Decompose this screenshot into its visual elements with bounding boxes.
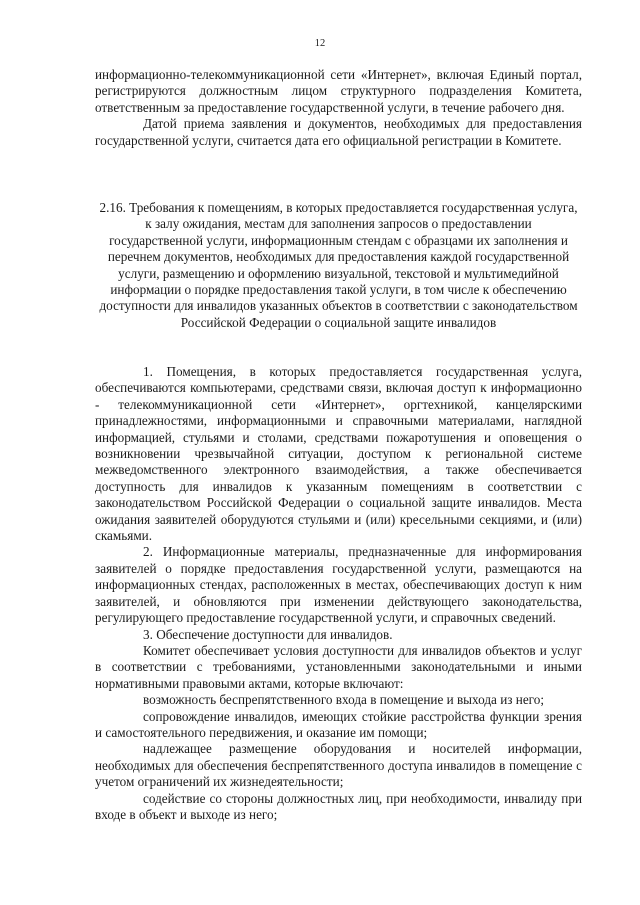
page-number: 12 [314, 38, 326, 49]
intro-paragraph: информационно-телекоммуникационной сети «Интернет», включая Единый портал, регистрируются должностным лицом структурного подразделения Комитета, ответственным за предоставление государственной услуги, в течение рабочего дня. [95, 67, 582, 115]
list-paragraph: содействие со стороны должностных лиц, при необходимости, инвалиду при входе в объект и выходе из него; [95, 790, 582, 822]
body-paragraph: 1. Помещения, в которых предоставляется государственная услуга, обеспечиваются компьютерами, средствами связи, включая доступ к информационно - телекоммуникационной сети «Интернет», оргтехникой, канцелярскими принадлежностями, информационными и справочными материалами, наглядной информацией, стульями и столами, средствами пожаротушения и оповещения о возникновении чрезвычайной ситуации, доступом к региональной системе межведомственного электронного взаимодействия, а также обеспечивается доступность для инвалидов к указанным помещениям в соответствии с законодательством Российской Федерации о социальной защите инвалидов. Места ожидания заявителей оборудуются стульями и (или) кресельными секциями, и (или) скамьями. [95, 364, 582, 544]
body-paragraph: Комитет обеспечивает условия доступности для инвалидов объектов и услуг в соответствии с требованиями, установленными законодательными и иными нормативными правовыми актами, которые включают: [95, 642, 582, 691]
body-paragraph: 3. Обеспечение доступности для инвалидов. [143, 626, 393, 642]
body-paragraph: 2. Информационные материалы, предназначенные для информирования заявителей о порядке предоставления государственной услуги, размещаются на информационных стендах, расположенных в местах, обеспечивающих доступ к ним заявителей, и обновляются при изменении действующего законодательства, регулирующего предоставление государственной услуги, и справочных сведений. [95, 544, 582, 626]
list-paragraph: возможность беспрепятственного входа в помещение и выхода из него; [143, 692, 545, 708]
section-heading-block [95, 200, 582, 331]
list-paragraph: сопровождение инвалидов, имеющих стойкие расстройства функции зрения и самостоятельного передвижения, и оказание им помощи; [95, 708, 582, 740]
list-paragraph: надлежащее размещение оборудования и носителей информации, необходимых для обеспечения беспрепятственного доступа инвалидов в помещение с учетом ограничений их жизнедеятельности; [95, 741, 582, 790]
section-heading: 2.16. Требования к помещениям, в которых предоставляется государственная услуга, к залу ожидания, местам для заполнения запросов о предоставлении государственной услуги, информационным стендам с образцами их заполнения и перечнем документов, необходимых для предоставления каждой государственной услуги, размещению и оформлению визуальной, текстовой и мультимедийной информации о порядке предоставления такой услуги, в том числе к обеспечению доступности для инвалидов указанных объектов в соответствии с законодательством Российской Федерации о социальной защите инвалидов [99, 200, 578, 330]
intro-paragraph: Датой приема заявления и документов, необходимых для предоставления государственной услуги, считается дата его официальной регистрации в Комитете. [95, 116, 582, 148]
intro-text-block [95, 67, 582, 149]
body-text-block [95, 364, 582, 823]
